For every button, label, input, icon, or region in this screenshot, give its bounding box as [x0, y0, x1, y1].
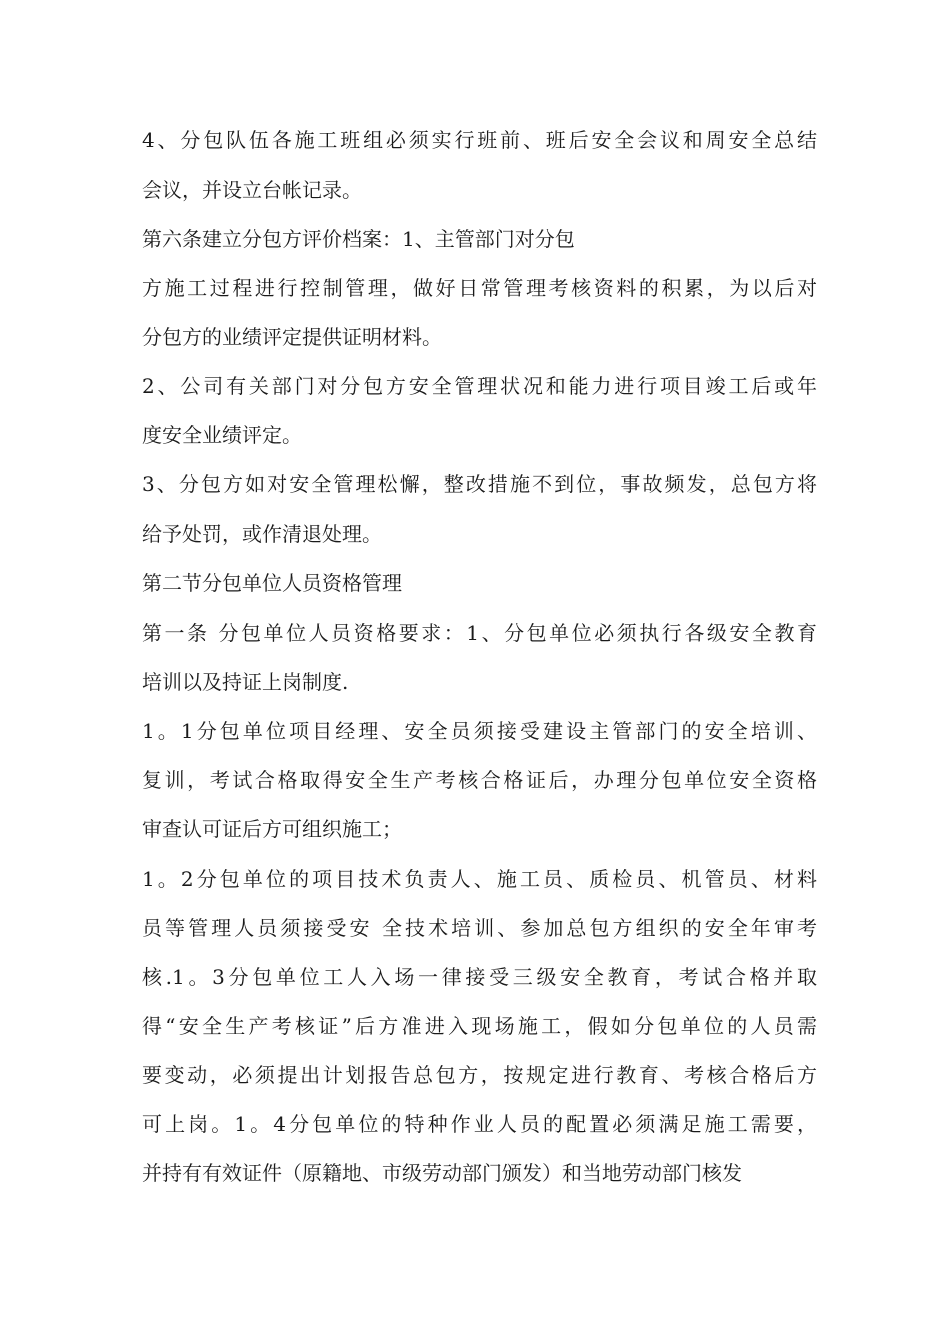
text-line: 分包方的业绩评定提供证明材料。: [142, 325, 442, 349]
text-line: 给予处罚，或作清退处理。: [142, 522, 382, 546]
text-line: 复训，考试合格取得安全生产考核合格证后，办理分包单位安全资格: [142, 768, 817, 792]
text-line: 1。2分包单位的项目技术负责人、施工员、质检员、机管员、材料: [142, 867, 817, 891]
text-line: 4、分包队伍各施工班组必须实行班前、班后安全会议和周安全总结: [142, 128, 817, 152]
text-line: 1。1分包单位项目经理、安全员须接受建设主管部门的安全培训、: [142, 719, 817, 743]
section-heading: 第二节分包单位人员资格管理: [142, 571, 402, 595]
text-line: 度安全业绩评定。: [142, 423, 302, 447]
text-line: 核.1。3分包单位工人入场一律接受三级安全教育，考试合格并取: [142, 965, 817, 989]
text-line: 第一条 分包单位人员资格要求：1、分包单位必须执行各级安全教育: [142, 621, 817, 645]
text-line: 员等管理人员须接受安 全技术培训、参加总包方组织的安全年审考: [142, 916, 817, 940]
text-line: 得“安全生产考核证”后方准进入现场施工，假如分包单位的人员需: [142, 1014, 817, 1038]
text-line: 并持有有效证件（原籍地、市级劳动部门颁发）和当地劳动部门核发: [142, 1161, 742, 1185]
text-line: 2、公司有关部门对分包方安全管理状况和能力进行项目竣工后或年: [142, 374, 817, 398]
text-line: 要变动，必须提出计划报告总包方，按规定进行教育、考核合格后方: [142, 1063, 817, 1087]
section-heading: 第六条建立分包方评价档案：1、主管部门对分包: [142, 227, 575, 251]
text-line: 审查认可证后方可组织施工；: [142, 817, 402, 841]
text-line: 方施工过程进行控制管理，做好日常管理考核资料的积累，为以后对: [142, 276, 817, 300]
text-line: 3、分包方如对安全管理松懈，整改措施不到位，事故频发，总包方将: [142, 472, 817, 496]
text-line: 会议，并设立台帐记录。: [142, 178, 362, 202]
text-line: 培训以及持证上岗制度.: [142, 670, 349, 694]
text-line: 可上岗。1。4分包单位的特种作业人员的配置必须满足施工需要，: [142, 1112, 817, 1136]
